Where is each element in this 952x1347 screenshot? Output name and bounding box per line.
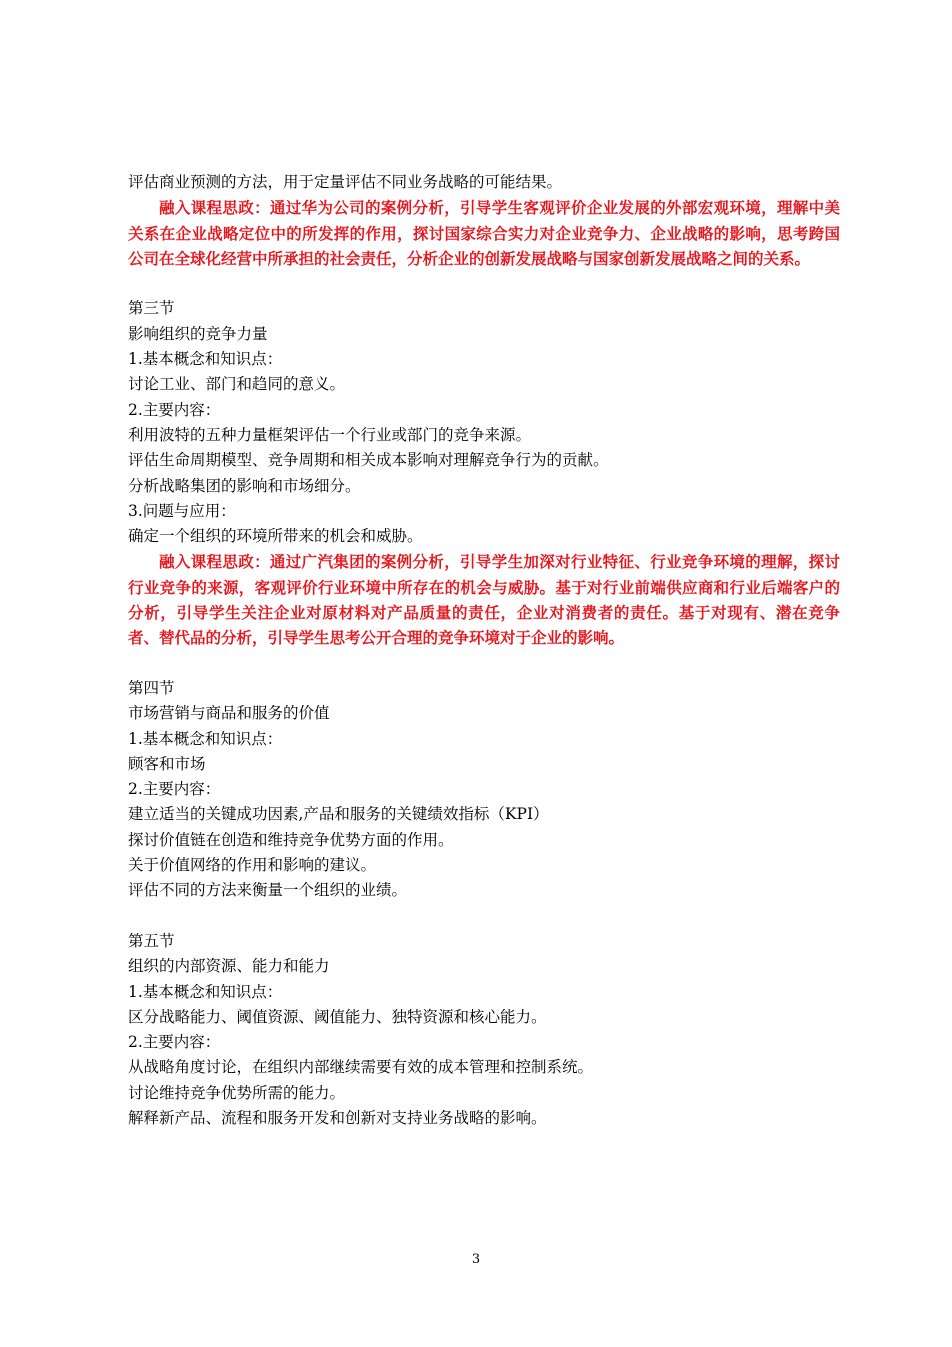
section-line: 顾客和市场 — [128, 754, 206, 773]
section-line: 关于价值网络的作用和影响的建议。 — [128, 856, 377, 875]
section-line: 评估不同的方法来衡量一个组织的业绩。 — [128, 881, 408, 900]
section-line: 2.主要内容： — [128, 1033, 221, 1052]
section-line: 1.基本概念和知识点： — [128, 982, 283, 1001]
section-line: 探讨价值链在创造和维持竞争优势方面的作用。 — [128, 830, 454, 849]
intro-line: 评估商业预测的方法，用于定量评估不同业务战略的可能结果。 — [128, 173, 563, 191]
section-line: 从战略角度讨论，在组织内部继续需要有效的成本管理和控制系统。 — [128, 1058, 594, 1077]
section-line: 评估生命周期模型、竞争周期和相关成本影响对理解竞争行为的贡献。 — [128, 451, 609, 470]
section-heading: 第三节 — [128, 299, 175, 318]
section-line: 分析战略集团的影响和市场细分。 — [128, 476, 361, 495]
section-title: 市场营销与商品和服务的价值 — [128, 704, 330, 723]
section-line: 讨论维持竞争优势所需的能力。 — [128, 1083, 346, 1102]
section-line: 讨论工业、部门和趋同的意义。 — [128, 375, 346, 394]
section-line: 1.基本概念和知识点： — [128, 350, 283, 369]
section-line: 确定一个组织的环境所带来的机会和威胁。 — [128, 527, 423, 546]
section-line: 建立适当的关键成功因素,产品和服务的关键绩效指标（KPI） — [128, 805, 549, 824]
section-heading: 第五节 — [128, 931, 175, 950]
section-line: 2.主要内容： — [128, 780, 221, 799]
intro-ideology-paragraph: 融入课程思政：通过华为公司的案例分析，引导学生客观评价企业发展的外部宏观环境，理解中美关系在企业战略定位中的所发挥的作用，探讨国家综合实力对企业竞争力、企业战略的影响，思考跨国公司在全球化经营中所承担的社会责任，分析企业的创新发展战略与国家创新发展战略之间的关系。 — [128, 198, 840, 268]
section-ideology-paragraph: 融入课程思政：通过广汽集团的案例分析，引导学生加深对行业特征、行业竞争环境的理解，探讨行业竞争的来源，客观评价行业环境中所存在的机会与威胁。基于对行业前端供应商和行业后端客户的分析，引导学生关注企业对原材料对产品质量的责任，企业对消费者的责任。基于对现有、潜在竞争者、替代品的分析，引导学生思考公开合理的竞争环境对于企业的影响。 — [128, 552, 840, 648]
section-line: 利用波特的五种力量框架评估一个行业或部门的竞争来源。 — [128, 425, 532, 444]
section-title: 影响组织的竞争力量 — [128, 324, 268, 343]
section-line: 1.基本概念和知识点： — [128, 729, 283, 748]
section-line: 2.主要内容： — [128, 400, 221, 419]
section-heading: 第四节 — [128, 678, 175, 697]
page-number: 3 — [471, 1252, 481, 1267]
page-content — [128, 170, 840, 1131]
section-line: 解释新产品、流程和服务开发和创新对支持业务战略的影响。 — [128, 1108, 547, 1127]
section-title: 组织的内部资源、能力和能力 — [128, 957, 330, 976]
section-line: 区分战略能力、阈值资源、阈值能力、独特资源和核心能力。 — [128, 1007, 547, 1026]
section-line: 3.问题与应用： — [128, 501, 236, 520]
